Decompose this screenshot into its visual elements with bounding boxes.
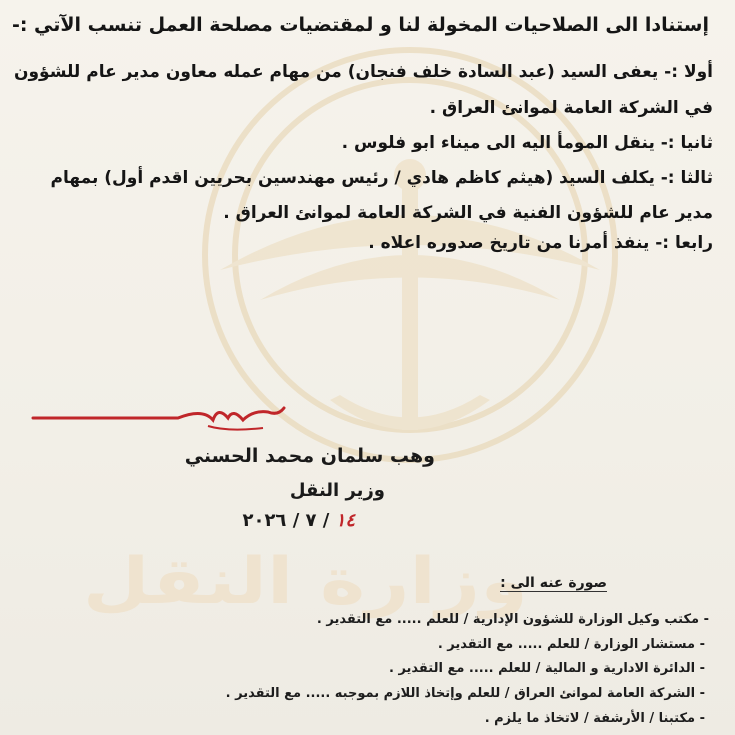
- cc-entry: - الشركة العامة لموانئ العراق / للعلم وإتخاذ اللازم بموجبه ..... مع التقدير .: [225, 686, 705, 701]
- item-lead: رابعا :-: [655, 233, 713, 253]
- date-day: ١٤: [335, 510, 355, 531]
- item-lead: أولا :-: [664, 62, 713, 82]
- item-text: ينقل المومأ اليه الى ميناء ابو فلوس .: [341, 133, 655, 153]
- cc-entry: - الدائرة الادارية و المالية / للعلم ..... مع التقدير .: [388, 661, 705, 676]
- cc-entry: - مكتب وكيل الوزارة للشؤون الإدارية / للعلم ..... مع التقدير .: [316, 612, 709, 627]
- signature-date: [242, 510, 355, 531]
- item-text: في الشركة العامة لموانئ العراق .: [429, 98, 713, 118]
- item-second: [342, 133, 713, 153]
- signatory-title: وزير النقل: [289, 480, 385, 501]
- item-lead: ثانيا :-: [660, 133, 713, 153]
- item-text: يعفى السيد (عبد السادة خلف فنجان) من مهام عمله معاون مدير عام للشؤون: [13, 62, 659, 82]
- date-month-year: / ٧ / ٢٠٢٦: [242, 510, 330, 531]
- cc-entry: - مكتبنا / الأرشفة / لاتخاذ ما يلزم .: [484, 711, 705, 726]
- item-text: مدير عام للشؤون الفنية في الشركة العامة لموانئ العراق .: [223, 203, 713, 223]
- item-first: [14, 62, 713, 82]
- handwritten-signature: [28, 398, 288, 438]
- cc-heading: صورة عنه الى :: [500, 575, 607, 591]
- item-text: ينفذ أمرنا من تاريخ صدوره اعلاه .: [368, 233, 650, 253]
- item-third: [51, 168, 714, 188]
- cc-entry: - مستشار الوزارة / للعلم ..... مع التقدير .: [437, 637, 705, 652]
- item-lead: ثالثا :-: [660, 168, 713, 188]
- signatory-name: وهب سلمان محمد الحسني: [184, 445, 435, 467]
- item-third-cont: [223, 203, 713, 223]
- watermark-text: وزارة النقل: [82, 545, 528, 619]
- item-text: يكلف السيد (هيثم كاظم هادي / رئيس مهندسين بحريين اقدم أول) بمهام: [50, 168, 655, 188]
- document-heading: إستنادا الى الصلاحيات المخولة لنا و لمقتضيات مصلحة العمل تنسب الآتي :-: [11, 14, 709, 36]
- item-fourth: [368, 233, 713, 253]
- item-first-cont: [430, 98, 713, 118]
